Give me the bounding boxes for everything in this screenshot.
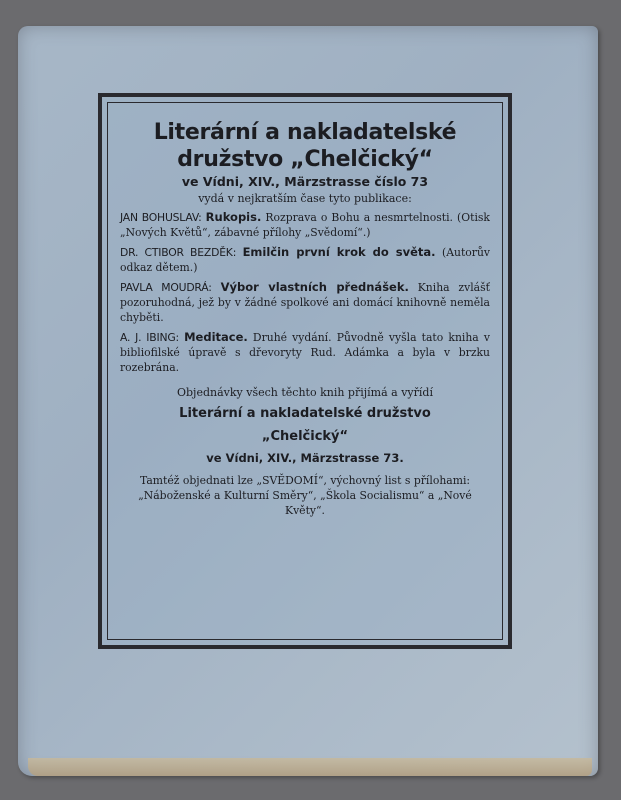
address-line: ve Vídni, XIV., Märzstrasse číslo 73 — [181, 174, 429, 189]
heading-line-2: družstvo „Chelčický“ — [177, 147, 433, 172]
advertisement-inner-border — [107, 102, 503, 640]
heading-line-1: Literární a nakladatelské — [153, 120, 457, 145]
publication-entry — [120, 210, 490, 240]
entry-title: Rukopis. — [205, 210, 262, 224]
entry-title: Meditace. — [184, 330, 248, 344]
orders-line: Objednávky všech těchto knih přijímá a vyřídí — [177, 386, 433, 399]
entry-description: Rozprava o Bohu a nesmrtelnosti. (Otisk „Nových Květů“, zábavné přílohy „Svědomí“.) — [120, 211, 490, 239]
publisher-line-1: Literární a nakladatelské družstvo — [179, 406, 431, 421]
advertisement-frame — [98, 93, 512, 649]
intro-line: vydá v nejkratším čase tyto publikace: — [198, 192, 412, 205]
entry-author: DR. CTIBOR BEZDĚK: — [120, 246, 237, 259]
entry-author: PAVLA MOUDRÁ: — [120, 281, 212, 294]
entry-author: JAN BOHUSLAV: — [120, 211, 202, 224]
entry-author: A. J. IBING: — [120, 331, 179, 344]
publication-entry — [120, 330, 490, 375]
entry-title: Výbor vlastních přednášek. — [220, 280, 409, 294]
entry-description: Druhé vydání. Původně vyšla tato kniha v bibliofilské úpravě s dřevoryty Rud. Adámka a byla v brzku rozebrána. — [120, 331, 490, 374]
publication-entry — [120, 245, 490, 275]
entry-description: (Autorův odkaz dětem.) — [120, 246, 491, 274]
also-available-text: Tamtéž objednati lze „SVĚDOMÍ“, výchovný list s přílohami: „Náboženské a Kulturní Směry“, „Škola Socialismu“ a „Nové Květy“. — [138, 474, 472, 517]
publisher-address: ve Vídni, XIV., Märzstrasse 73. — [206, 451, 404, 465]
publication-entry — [120, 280, 490, 325]
entry-description: Kniha zvlášť pozoruhodná, jež by v žádné spolkové ani domácí knihovně neměla chyběti. — [120, 281, 490, 324]
publisher-line-2: „Chelčický“ — [261, 429, 349, 444]
entry-title: Emilčin první krok do světa. — [242, 245, 436, 259]
